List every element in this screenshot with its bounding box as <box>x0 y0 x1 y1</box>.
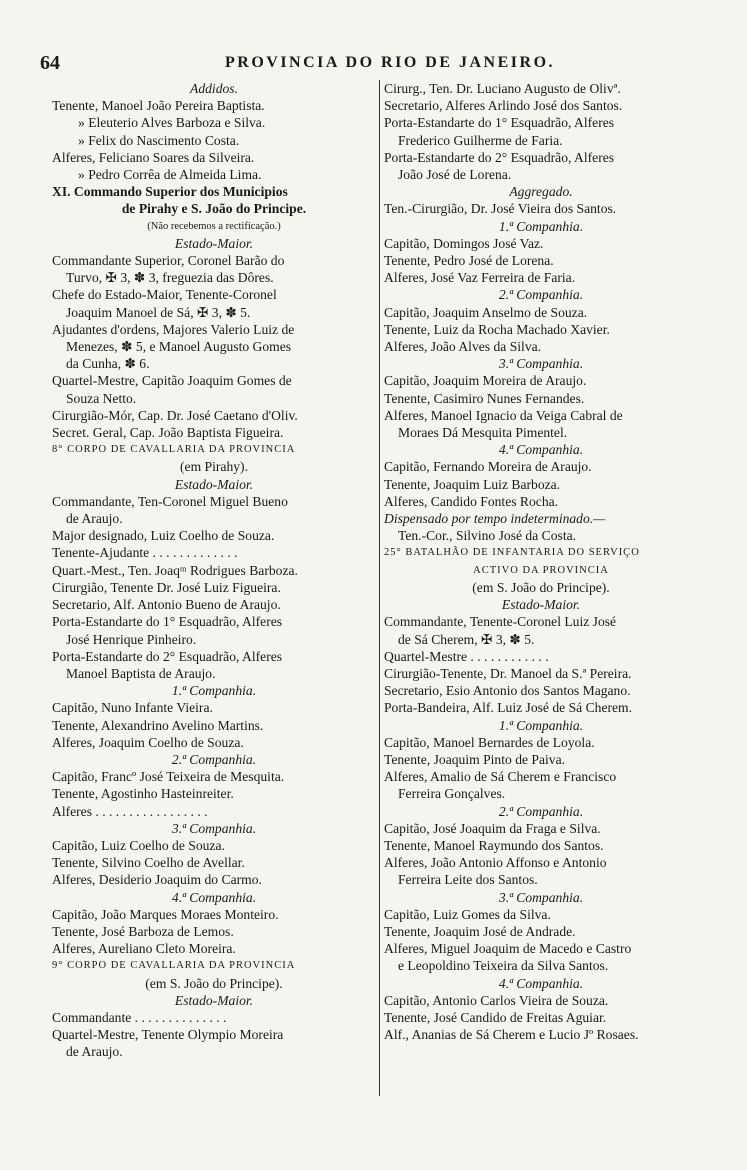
text-line: Ferreira Gonçalves. <box>398 786 506 802</box>
text-line: Aggregado. <box>509 184 573 200</box>
text-line: Porta-Estandarte do 2° Esquadrão, Alferes <box>52 648 283 664</box>
text-line: Dispensado por tempo indeterminado.— <box>384 511 606 527</box>
text-line: Secretario, Alf. Antonio Bueno de Araujo. <box>52 597 281 613</box>
text-line: da Cunha, ✽ 6. <box>66 356 150 372</box>
page-number: 64 <box>40 52 60 74</box>
text-line: Tenente, Luiz da Rocha Machado Xavier. <box>384 321 610 337</box>
text-line: Commandante Superior, Coronel Barão do <box>52 253 285 269</box>
left-column <box>52 80 376 1061</box>
column-divider <box>379 80 380 1096</box>
text-line: » Felix do Nascimento Costa. <box>78 132 240 148</box>
text-line: Alferes . . . . . . . . . . . . . . . . . <box>52 803 208 819</box>
text-line: Tenente, Joaquim Pinto de Paiva. <box>384 751 566 767</box>
text-line: Tenente-Ajudante . . . . . . . . . . . . . <box>52 545 238 561</box>
text-line: 1.ª Companhia. <box>171 683 257 699</box>
text-line: 3.ª Companhia. <box>171 820 257 836</box>
text-line: Capitão, Luiz Gomes da Silva. <box>384 906 551 922</box>
text-line: Alferes, Joaquim Coelho de Souza. <box>52 734 244 750</box>
text-line: ACTIVO DA PROVINCIA <box>473 564 609 576</box>
text-line: Alferes, João Antonio Affonso e Antonio <box>384 855 607 871</box>
text-line: Secretario, Alferes Arlindo José dos Santos. <box>384 98 623 114</box>
text-line: Turvo, ✠ 3, ✽ 3, freguezia das Dôres. <box>66 270 274 286</box>
text-line: XI. Commando Superior dos Municipios <box>52 184 288 200</box>
text-line: Alferes, Miguel Joaquim de Macedo e Castro <box>384 941 632 957</box>
text-line: Commandante . . . . . . . . . . . . . . <box>52 1009 227 1025</box>
text-line: de Araujo. <box>66 511 123 527</box>
text-line: Estado-Maior. <box>174 992 254 1008</box>
text-line: Porta-Estandarte do 1° Esquadrão, Alferes <box>52 614 283 630</box>
text-line: Capitão, Luiz Coelho de Souza. <box>52 837 225 853</box>
text-line: Menezes, ✽ 5, e Manoel Augusto Gomes <box>66 339 292 355</box>
text-line: 4.ª Companhia. <box>171 889 257 905</box>
text-line: Secretario, Esio Antonio dos Santos Magano. <box>384 683 631 699</box>
text-line: Manoel Baptista de Araujo. <box>66 665 216 681</box>
page-title: PROVINCIA DO RIO DE JANEIRO. <box>224 54 556 71</box>
text-line: Major designado, Luiz Coelho de Souza. <box>52 528 275 544</box>
text-line: 1.ª Companhia. <box>498 218 584 234</box>
text-line: 4.ª Companhia. <box>498 975 584 991</box>
text-line: Alferes, Candido Fontes Rocha. <box>384 493 559 509</box>
text-line: Alferes, Manoel Ignacio da Veiga Cabral de <box>384 407 623 423</box>
text-line: 2.ª Companhia. <box>498 803 584 819</box>
text-line: Moraes Dá Mesquita Pimentel. <box>398 425 568 441</box>
text-line: 1.ª Companhia. <box>498 717 584 733</box>
text-line: Tenente, Pedro José de Lorena. <box>384 253 554 269</box>
text-line: Alferes, Desiderio Joaquim do Carmo. <box>52 872 262 888</box>
text-line: Capitão, João Marques Moraes Monteiro. <box>52 906 279 922</box>
text-line: 2.ª Companhia. <box>171 751 257 767</box>
text-line: Quartel-Mestre . . . . . . . . . . . . <box>384 648 549 664</box>
text-line: Frederico Guilherme de Faria. <box>398 132 563 148</box>
text-line: Alferes, Feliciano Soares da Silveira. <box>52 149 255 165</box>
text-line: Capitão, Manoel Bernardes de Loyola. <box>384 734 595 750</box>
text-line: Ten.-Cor., Silvino José da Costa. <box>398 528 577 544</box>
text-line: Alferes, Amalio de Sá Cherem e Francisco <box>384 769 617 785</box>
text-line: Secret. Geral, Cap. João Baptista Figueira. <box>52 425 284 441</box>
text-line: » Eleuterio Alves Barboza e Silva. <box>78 115 266 131</box>
text-line: de Araujo. <box>66 1044 123 1060</box>
text-line: Tenente, Silvino Coelho de Avellar. <box>52 855 245 871</box>
text-line: Capitão, Fernando Moreira de Araujo. <box>384 459 592 475</box>
text-line: Addidos. <box>190 81 238 96</box>
text-line: 25° BATALHÃO DE INFANTARIA DO SERVIÇO <box>384 547 640 559</box>
text-line: Alf., Ananias de Sá Cherem e Lucio Jº Rosaes. <box>384 1027 639 1043</box>
text-line: Ajudantes d'ordens, Majores Valerio Luiz de <box>52 321 295 337</box>
text-line: Tenente, Manoel Raymundo dos Santos. <box>384 837 604 853</box>
text-line: (Não recebemos a rectificação.) <box>147 220 281 232</box>
text-line: Capitão, Joaquim Moreira de Araujo. <box>384 373 587 389</box>
text-line: Tenente, José Barboza de Lemos. <box>52 923 234 939</box>
text-line: Tenente, Casimiro Nunes Fernandes. <box>384 390 585 406</box>
text-line: Tenente, Alexandrino Avelino Martins. <box>52 717 264 733</box>
text-line: Capitão, José Joaquim da Fraga e Silva. <box>384 820 601 836</box>
text-line: Tenente, Joaquim Luiz Barboza. <box>384 476 561 492</box>
text-line: Commandante, Ten-Coronel Miguel Bueno <box>52 493 288 509</box>
text-line: Estado-Maior. <box>501 597 581 613</box>
text-line: (em S. João do Principe). <box>472 579 610 595</box>
right-column <box>384 80 698 1043</box>
text-line: (em S. João do Principe). <box>145 975 283 991</box>
text-line: Chefe do Estado-Maior, Tenente-Coronel <box>52 287 277 303</box>
text-line: Capitão, Joaquim Anselmo de Souza. <box>384 304 588 320</box>
text-line: Quartel-Mestre, Capitão Joaquim Gomes de <box>52 373 292 389</box>
text-line: Alferes, João Alves da Silva. <box>384 339 542 355</box>
text-line: Cirurgião-Mór, Cap. Dr. José Caetano d'Oliv. <box>52 407 298 423</box>
text-line: Commandante, Tenente-Coronel Luiz José <box>384 614 617 630</box>
text-line: de Pirahy e S. João do Principe. <box>121 201 307 217</box>
text-line: Estado-Maior. <box>174 235 254 251</box>
text-line: Cirurg., Ten. Dr. Luciano Augusto de Olivª. <box>384 81 621 96</box>
text-line: Porta-Estandarte do 2° Esquadrão, Alferes <box>384 149 615 165</box>
text-line: Ferreira Leite dos Santos. <box>398 872 538 888</box>
text-line: Capitão, Nuno Infante Vieira. <box>52 700 213 716</box>
text-line: Cirurgião, Tenente Dr. José Luiz Figueira. <box>52 579 281 595</box>
text-line: Souza Netto. <box>66 390 137 406</box>
text-line: Capitão, Francº José Teixeira de Mesquita. <box>52 769 285 785</box>
text-line: 2.ª Companhia. <box>498 287 584 303</box>
text-line: Capitão, Domingos José Vaz. <box>384 235 544 251</box>
text-line: Quart.-Mest., Ten. Joaqᵐ Rodrigues Barboza. <box>52 562 298 578</box>
text-line: Capitão, Antonio Carlos Vieira de Souza. <box>384 992 609 1008</box>
text-line: Estado-Maior. <box>174 476 254 492</box>
text-line: Joaquim Manoel de Sá, ✠ 3, ✽ 5. <box>66 304 251 320</box>
text-line: 9° CORPO DE CAVALLARIA DA PROVINCIA <box>52 960 296 972</box>
text-line: Quartel-Mestre, Tenente Olympio Moreira <box>52 1027 284 1043</box>
text-line: e Leopoldino Teixeira da Silva Santos. <box>398 958 609 974</box>
text-line: de Sá Cherem, ✠ 3, ✽ 5. <box>398 631 535 647</box>
page-header <box>40 52 740 74</box>
text-line: Tenente, José Candido de Freitas Aguiar. <box>384 1009 607 1025</box>
text-line: Alferes, José Vaz Ferreira de Faria. <box>384 270 576 286</box>
text-line: Ten.-Cirurgião, Dr. José Vieira dos Santos. <box>384 201 617 217</box>
text-line: Porta-Estandarte do 1° Esquadrão, Alferes <box>384 115 615 131</box>
text-line: 8° CORPO DE CAVALLARIA DA PROVINCIA <box>52 444 296 456</box>
text-line: João José de Lorena. <box>398 167 512 183</box>
text-line: Porta-Bandeira, Alf. Luiz José de Sá Cherem. <box>384 700 633 716</box>
text-line: 4.ª Companhia. <box>498 442 584 458</box>
text-line: » Pedro Corrêa de Almeida Lima. <box>78 167 262 183</box>
text-line: Tenente, Agostinho Hasteinreiter. <box>52 786 234 802</box>
text-line: (em Pirahy). <box>180 459 248 475</box>
text-line: 3.ª Companhia. <box>498 356 584 372</box>
text-line: José Henrique Pinheiro. <box>66 631 197 647</box>
text-line: Cirurgião-Tenente, Dr. Manoel da S.ª Pereira. <box>384 665 632 681</box>
text-line: Tenente, Joaquim José de Andrade. <box>384 923 576 939</box>
text-line: Tenente, Manoel João Pereira Baptista. <box>52 98 265 114</box>
text-line: 3.ª Companhia. <box>498 889 584 905</box>
text-line: Alferes, Aureliano Cleto Moreira. <box>52 941 236 957</box>
